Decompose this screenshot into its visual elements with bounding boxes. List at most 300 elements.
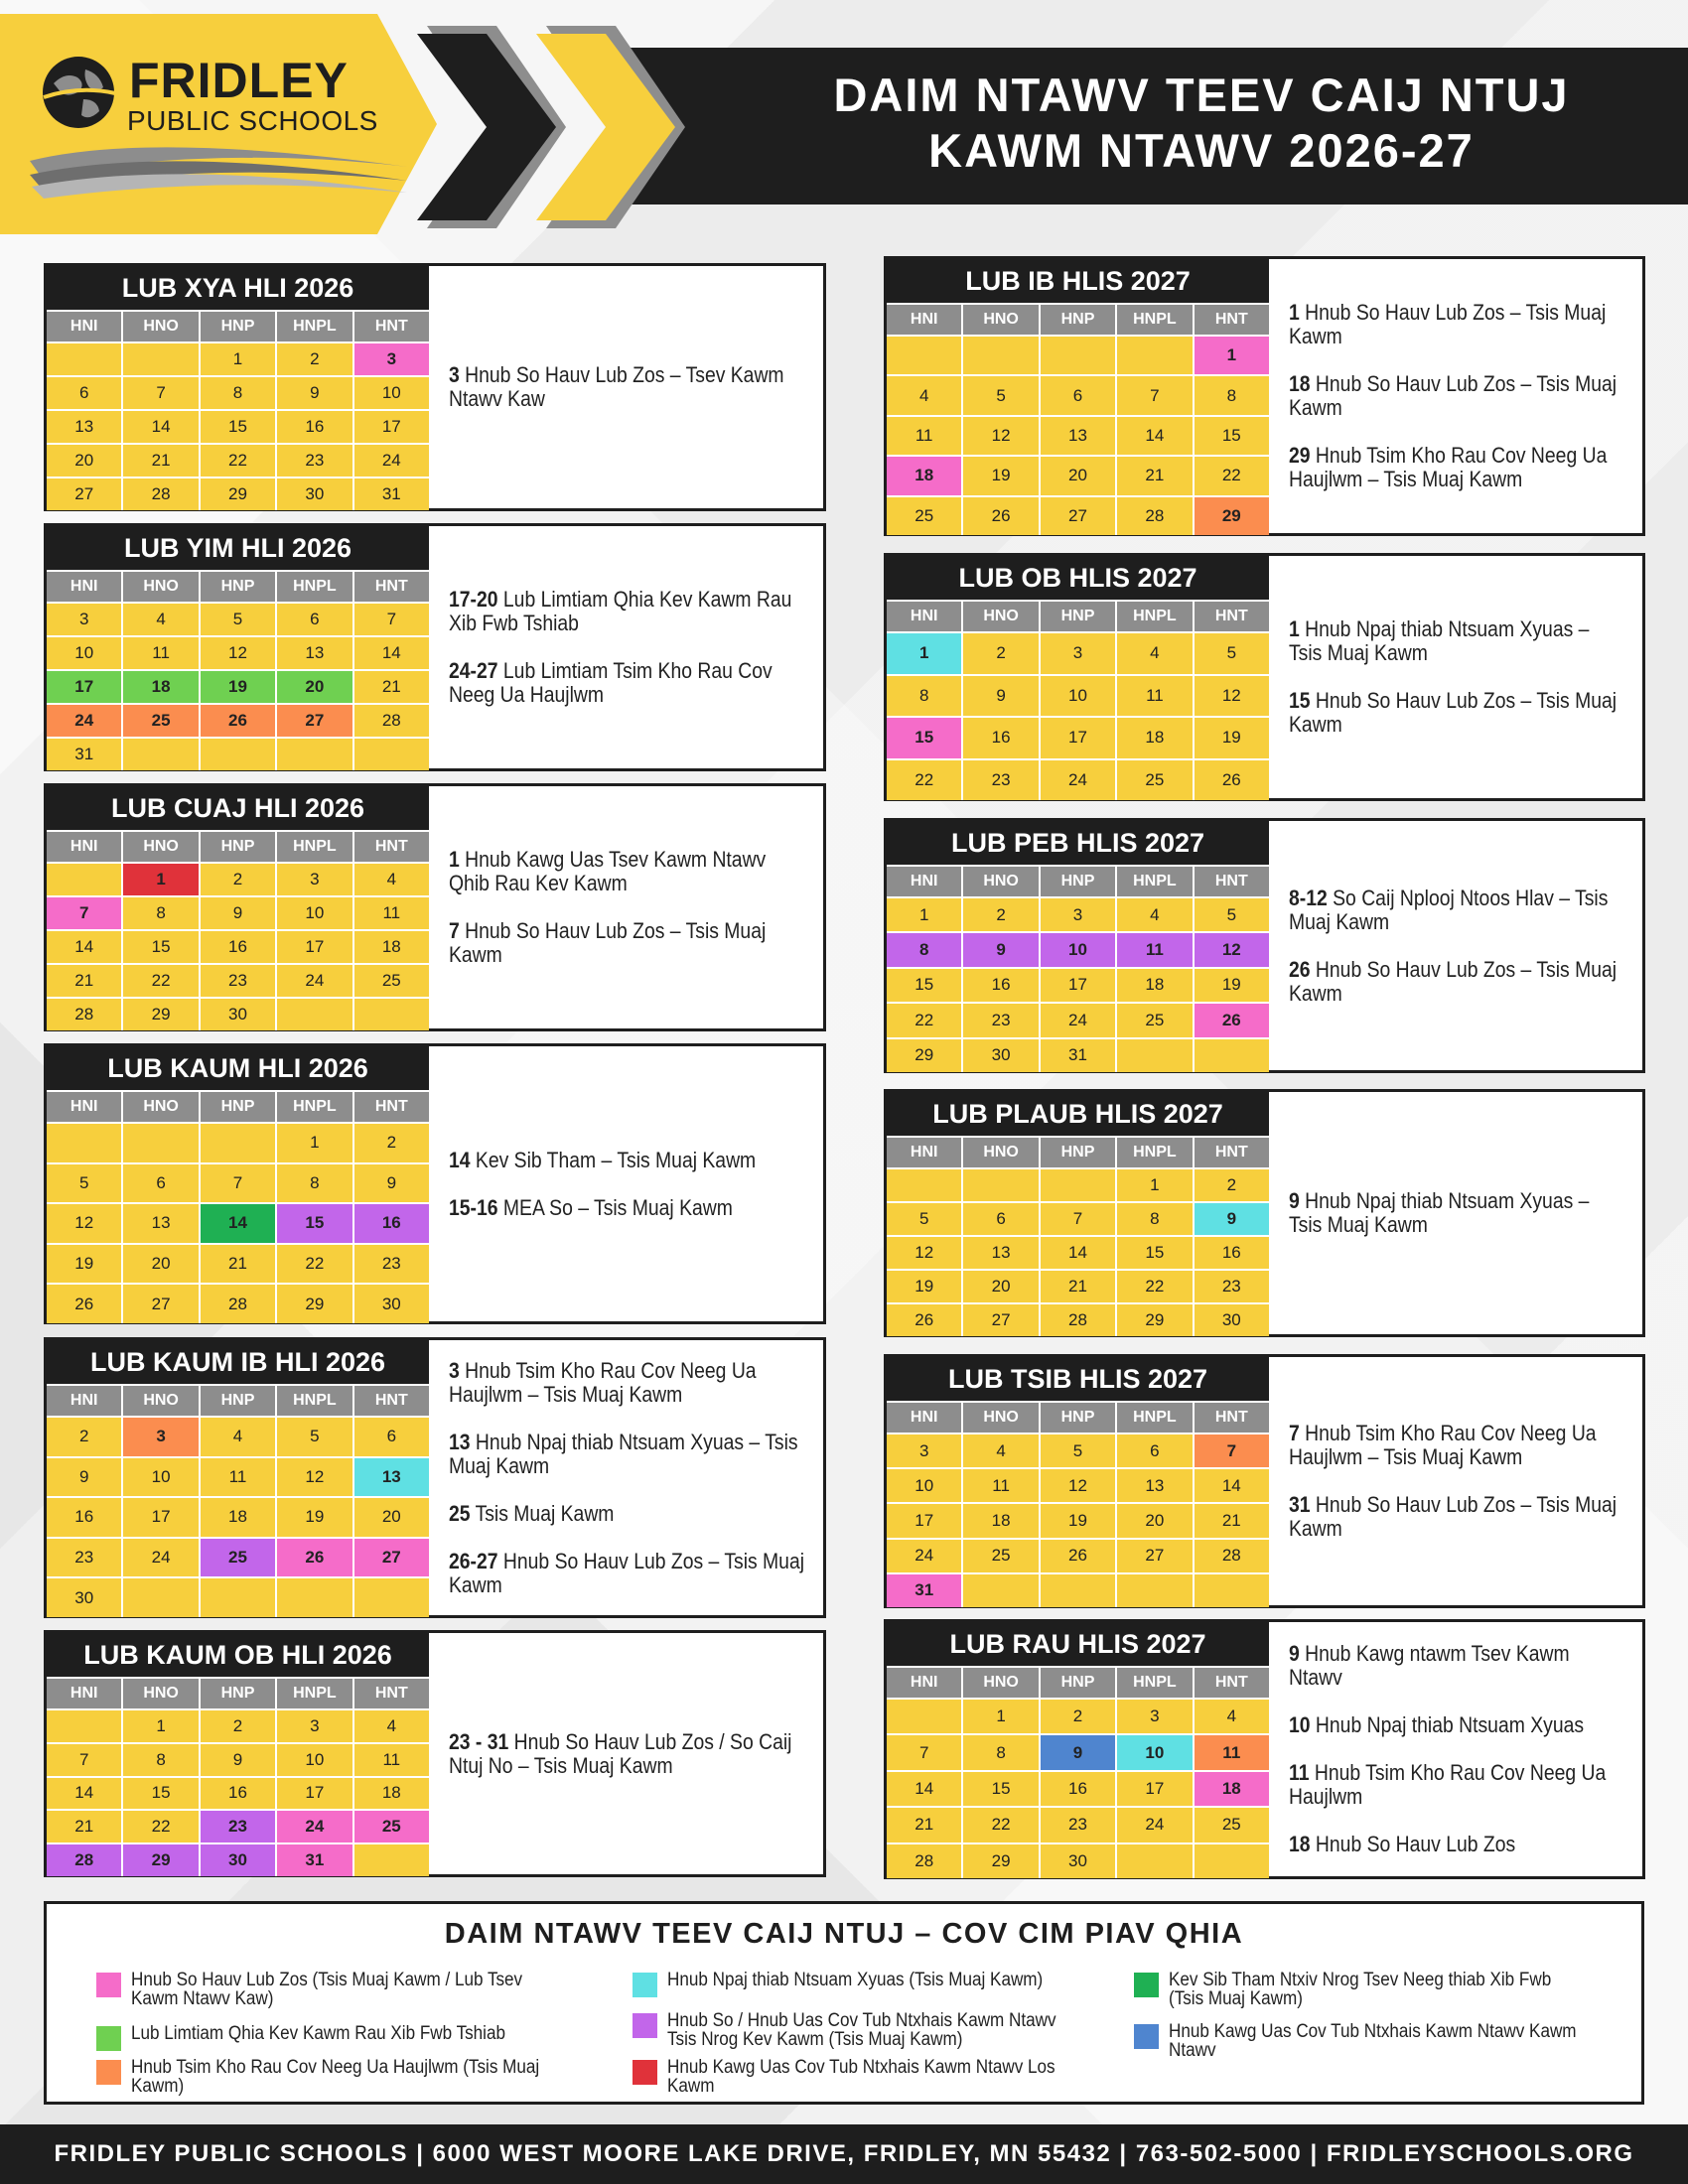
day-cell: 3 bbox=[1041, 633, 1115, 674]
day-cell: 15 bbox=[123, 1778, 198, 1810]
day-cell: 18 bbox=[201, 1498, 275, 1537]
event-description: Hnub So Hauv Lub Zos – Tsis Muaj Kawm bbox=[1289, 688, 1618, 737]
day-cell: 1 bbox=[201, 343, 275, 375]
day-cell: 25 bbox=[1117, 760, 1192, 801]
legend-swatch bbox=[96, 2026, 121, 2051]
day-cell: 13 bbox=[963, 1237, 1038, 1269]
day-cell: 25 bbox=[1195, 1808, 1269, 1842]
month-calendar bbox=[887, 1622, 1269, 1876]
weekday-header: HNI bbox=[47, 832, 121, 862]
empty-day-cell bbox=[123, 1124, 198, 1162]
weekday-header: HNPL bbox=[1117, 305, 1192, 335]
day-cell: 18 bbox=[1117, 969, 1192, 1002]
empty-day-cell bbox=[123, 739, 198, 770]
event-description: Hnub So Hauv Lub Zos – Tsis Muaj Kawm bbox=[1289, 956, 1618, 1006]
weekday-header: HNPL bbox=[1117, 1403, 1192, 1433]
weekday-header: HNT bbox=[1195, 1403, 1269, 1433]
weekday-header: HNO bbox=[963, 305, 1038, 335]
month-day-grid bbox=[887, 865, 1269, 1072]
month-calendar bbox=[47, 1633, 429, 1874]
day-cell: 11 bbox=[1117, 933, 1192, 966]
legend-swatch bbox=[96, 2060, 121, 2085]
day-cell: 17 bbox=[1117, 1772, 1192, 1806]
day-cell: 11 bbox=[123, 637, 198, 669]
day-cell: 15 bbox=[887, 969, 961, 1002]
weekday-header: HNPL bbox=[277, 312, 352, 341]
weekday-header: HNO bbox=[123, 1679, 198, 1708]
month-notes bbox=[449, 1046, 807, 1321]
day-cell: 12 bbox=[1195, 933, 1269, 966]
weekday-header: HNT bbox=[1195, 602, 1269, 631]
weekday-header: HNO bbox=[963, 867, 1038, 896]
month-calendar bbox=[887, 259, 1269, 533]
day-cell: 24 bbox=[123, 1539, 198, 1577]
day-cell: 30 bbox=[1041, 1844, 1115, 1878]
day-cell: 30 bbox=[47, 1578, 121, 1617]
month-day-grid bbox=[47, 1384, 429, 1617]
day-cell: 4 bbox=[354, 1710, 429, 1742]
day-cell: 28 bbox=[47, 999, 121, 1030]
weekday-header: HNPL bbox=[277, 1386, 352, 1416]
day-cell: 29 bbox=[887, 1039, 961, 1072]
event-description: Hnub Tsim Kho Rau Cov Neeg Ua Haujlwm – Tsis Muaj Kawm bbox=[1289, 1421, 1597, 1469]
day-cell: 8 bbox=[887, 933, 961, 966]
day-cell: 9 bbox=[1041, 1735, 1115, 1769]
logo-subtitle: PUBLIC SCHOOLS bbox=[127, 105, 378, 136]
month-notes bbox=[449, 1340, 807, 1615]
day-cell: 18 bbox=[354, 1778, 429, 1810]
day-cell: 12 bbox=[963, 417, 1038, 455]
weekday-header: HNP bbox=[1041, 1668, 1115, 1698]
day-cell: 30 bbox=[963, 1039, 1038, 1072]
day-cell: 10 bbox=[1117, 1735, 1192, 1769]
day-cell: 10 bbox=[47, 637, 121, 669]
day-cell: 16 bbox=[47, 1498, 121, 1537]
weekday-header: HNO bbox=[963, 1668, 1038, 1698]
month-calendar bbox=[887, 556, 1269, 798]
event-date: 24-27 bbox=[449, 658, 498, 683]
day-cell: 10 bbox=[277, 897, 352, 929]
empty-day-cell bbox=[354, 999, 429, 1030]
event-description: Hnub Tsim Kho Rau Cov Neeg Ua Haujlwm bbox=[1289, 1760, 1607, 1809]
event-note bbox=[1289, 689, 1624, 737]
month-title: LUB XYA HLI 2026 bbox=[47, 266, 429, 310]
day-cell: 11 bbox=[963, 1469, 1038, 1502]
day-cell: 1 bbox=[1117, 1169, 1192, 1201]
day-cell: 14 bbox=[1195, 1469, 1269, 1502]
day-cell: 24 bbox=[277, 965, 352, 997]
day-cell: 3 bbox=[277, 1710, 352, 1742]
event-note bbox=[1289, 1493, 1624, 1541]
day-cell: 22 bbox=[277, 1245, 352, 1284]
month-notes bbox=[1289, 259, 1626, 533]
empty-day-cell bbox=[1117, 337, 1192, 374]
legend-label: Hnub Tsim Kho Rau Cov Neeg Ua Haujlwm (Tsis Muaj Kawm) bbox=[131, 2057, 540, 2097]
empty-day-cell bbox=[887, 337, 961, 374]
legend-item bbox=[96, 1971, 613, 2008]
empty-day-cell bbox=[963, 1574, 1038, 1607]
day-cell: 7 bbox=[1195, 1434, 1269, 1467]
month-block bbox=[884, 818, 1645, 1073]
day-cell: 10 bbox=[887, 1469, 961, 1502]
legend-item bbox=[96, 2058, 613, 2096]
legend-item bbox=[1134, 2022, 1630, 2060]
weekday-header: HNP bbox=[1041, 1138, 1115, 1167]
weekday-header: HNPL bbox=[1117, 602, 1192, 631]
day-cell: 14 bbox=[201, 1204, 275, 1243]
legend-label: Hnub So Hauv Lub Zos (Tsis Muaj Kawm / Lub Tsev Kawm Ntawv Kaw) bbox=[131, 1970, 523, 2009]
day-cell: 7 bbox=[887, 1735, 961, 1769]
day-cell: 10 bbox=[123, 1458, 198, 1497]
event-description: Hnub So Hauv Lub Zos / So Caij Ntuj No – Tsis Muaj Kawm bbox=[449, 1728, 792, 1778]
event-date: 15 bbox=[1289, 688, 1311, 713]
day-cell: 25 bbox=[887, 497, 961, 535]
day-cell: 9 bbox=[1195, 1203, 1269, 1235]
day-cell: 21 bbox=[123, 445, 198, 477]
day-cell: 23 bbox=[47, 1539, 121, 1577]
day-cell: 5 bbox=[47, 1164, 121, 1203]
month-title: LUB KAUM OB HLI 2026 bbox=[47, 1633, 429, 1677]
event-description: Hnub Kawg ntawm Tsev Kawm Ntawv bbox=[1289, 1641, 1570, 1690]
day-cell: 9 bbox=[963, 676, 1038, 717]
legend-label: Hnub Kawg Uas Cov Tub Ntxhais Kawm Ntawv Los Kawm bbox=[667, 2057, 1055, 2097]
day-cell: 1 bbox=[887, 633, 961, 674]
day-cell: 2 bbox=[963, 633, 1038, 674]
fridley-logo bbox=[40, 52, 417, 201]
event-note bbox=[1289, 301, 1624, 348]
event-note bbox=[1289, 444, 1624, 491]
day-cell: 23 bbox=[963, 760, 1038, 801]
weekday-header: HNP bbox=[201, 572, 275, 602]
day-cell: 21 bbox=[887, 1808, 961, 1842]
day-cell: 21 bbox=[1117, 457, 1192, 494]
empty-day-cell bbox=[887, 1169, 961, 1201]
event-date: 7 bbox=[1289, 1421, 1300, 1445]
weekday-header: HNI bbox=[47, 1092, 121, 1122]
weekday-header: HNI bbox=[47, 1679, 121, 1708]
day-cell: 23 bbox=[963, 1004, 1038, 1036]
event-description: Hnub So Hauv Lub Zos – Tsis Muaj Kawm bbox=[449, 918, 767, 967]
day-cell: 22 bbox=[123, 1811, 198, 1843]
event-date: 14 bbox=[449, 1147, 471, 1172]
event-description: Lub Limtiam Tsim Kho Rau Cov Neeg Ua Haujlwm bbox=[449, 658, 773, 707]
weekday-header: HNT bbox=[1195, 1668, 1269, 1698]
day-cell: 13 bbox=[123, 1204, 198, 1243]
month-title: LUB IB HLIS 2027 bbox=[887, 259, 1269, 303]
day-cell: 17 bbox=[47, 671, 121, 703]
event-date: 31 bbox=[1289, 1492, 1311, 1517]
day-cell: 7 bbox=[1041, 1203, 1115, 1235]
empty-day-cell bbox=[277, 999, 352, 1030]
day-cell: 29 bbox=[201, 478, 275, 510]
event-date: 8-12 bbox=[1289, 885, 1328, 910]
day-cell: 2 bbox=[1195, 1169, 1269, 1201]
empty-day-cell bbox=[123, 343, 198, 375]
weekday-header: HNT bbox=[1195, 1138, 1269, 1167]
day-cell: 24 bbox=[1117, 1808, 1192, 1842]
month-block bbox=[884, 1619, 1645, 1879]
weekday-header: HNI bbox=[887, 1403, 961, 1433]
day-cell: 1 bbox=[1195, 337, 1269, 374]
event-date: 15-16 bbox=[449, 1194, 498, 1220]
event-description: Hnub Npaj thiab Ntsuam Xyuas – Tsis Muaj Kawm bbox=[1289, 1188, 1590, 1237]
legend-item bbox=[1134, 1971, 1630, 2008]
weekday-header: HNI bbox=[47, 312, 121, 341]
day-cell: 30 bbox=[277, 478, 352, 510]
day-cell: 31 bbox=[47, 739, 121, 770]
month-calendar bbox=[887, 1092, 1269, 1334]
day-cell: 8 bbox=[201, 377, 275, 409]
day-cell: 21 bbox=[201, 1245, 275, 1284]
day-cell: 25 bbox=[123, 705, 198, 737]
weekday-header: HNPL bbox=[1117, 867, 1192, 896]
weekday-header: HNT bbox=[1195, 305, 1269, 335]
day-cell: 5 bbox=[1195, 633, 1269, 674]
day-cell: 6 bbox=[963, 1203, 1038, 1235]
event-date: 26-27 bbox=[449, 1548, 498, 1573]
event-description: Tsis Muaj Kawm bbox=[470, 1500, 615, 1526]
event-date: 18 bbox=[1289, 1832, 1311, 1856]
empty-day-cell bbox=[47, 1124, 121, 1162]
day-cell: 23 bbox=[201, 1811, 275, 1843]
day-cell: 13 bbox=[277, 637, 352, 669]
event-note bbox=[449, 1730, 805, 1778]
day-cell: 1 bbox=[963, 1700, 1038, 1733]
day-cell: 31 bbox=[277, 1844, 352, 1876]
empty-day-cell bbox=[47, 864, 121, 895]
day-cell: 12 bbox=[1041, 1469, 1115, 1502]
weekday-header: HNPL bbox=[277, 1679, 352, 1708]
legend-label: Lub Limtiam Qhia Kev Kawm Rau Xib Fwb Tshiab bbox=[131, 2023, 506, 2044]
event-description: So Caij Nplooj Ntoos Hlav – Tsis Muaj Kawm bbox=[1289, 885, 1609, 934]
day-cell: 17 bbox=[277, 931, 352, 963]
event-date: 7 bbox=[449, 918, 460, 943]
day-cell: 16 bbox=[354, 1204, 429, 1243]
page-title-line-2: KAWM NTAWV 2026-27 bbox=[928, 124, 1475, 177]
day-cell: 17 bbox=[1041, 969, 1115, 1002]
day-cell: 4 bbox=[963, 1434, 1038, 1467]
day-cell: 4 bbox=[123, 604, 198, 635]
empty-day-cell bbox=[354, 1578, 429, 1617]
legend-item bbox=[633, 2058, 1129, 2096]
day-cell: 5 bbox=[277, 1418, 352, 1456]
event-date: 13 bbox=[449, 1429, 471, 1454]
day-cell: 26 bbox=[963, 497, 1038, 535]
legend-swatch bbox=[633, 2013, 657, 2038]
event-date: 18 bbox=[1289, 371, 1311, 396]
day-cell: 18 bbox=[1195, 1772, 1269, 1806]
empty-day-cell bbox=[1117, 1844, 1192, 1878]
day-cell: 9 bbox=[201, 897, 275, 929]
day-cell: 9 bbox=[354, 1164, 429, 1203]
day-cell: 3 bbox=[47, 604, 121, 635]
day-cell: 2 bbox=[354, 1124, 429, 1162]
event-description: Hnub Npaj thiab Ntsuam Xyuas bbox=[1310, 1712, 1585, 1737]
day-cell: 27 bbox=[963, 1304, 1038, 1336]
event-description: Hnub So Hauv Lub Zos – Tsis Muaj Kawm bbox=[1289, 300, 1607, 348]
weekday-header: HNO bbox=[123, 572, 198, 602]
day-cell: 22 bbox=[887, 1004, 961, 1036]
event-date: 10 bbox=[1289, 1712, 1311, 1737]
day-cell: 4 bbox=[201, 1418, 275, 1456]
day-cell: 11 bbox=[201, 1458, 275, 1497]
month-block bbox=[884, 553, 1645, 801]
weekday-header: HNT bbox=[354, 312, 429, 341]
weekday-header: HNP bbox=[1041, 867, 1115, 896]
day-cell: 26 bbox=[1041, 1540, 1115, 1572]
day-cell: 19 bbox=[963, 457, 1038, 494]
month-calendar bbox=[47, 266, 429, 508]
day-cell: 29 bbox=[277, 1285, 352, 1323]
day-cell: 4 bbox=[354, 864, 429, 895]
chevron-right-graphic bbox=[536, 26, 695, 228]
event-note bbox=[1289, 1189, 1624, 1237]
day-cell: 9 bbox=[201, 1744, 275, 1776]
empty-day-cell bbox=[123, 1578, 198, 1617]
day-cell: 1 bbox=[277, 1124, 352, 1162]
day-cell: 27 bbox=[1117, 1540, 1192, 1572]
month-notes bbox=[1289, 556, 1626, 798]
event-note bbox=[1289, 1422, 1624, 1469]
event-note bbox=[449, 919, 805, 967]
event-date: 17-20 bbox=[449, 587, 498, 612]
day-cell: 26 bbox=[201, 705, 275, 737]
day-cell: 16 bbox=[963, 718, 1038, 758]
empty-day-cell bbox=[1041, 337, 1115, 374]
day-cell: 25 bbox=[201, 1539, 275, 1577]
weekday-header: HNI bbox=[887, 602, 961, 631]
day-cell: 5 bbox=[201, 604, 275, 635]
day-cell: 27 bbox=[123, 1285, 198, 1323]
day-cell: 26 bbox=[277, 1539, 352, 1577]
empty-day-cell bbox=[277, 1578, 352, 1617]
day-cell: 8 bbox=[1195, 376, 1269, 414]
month-title: LUB KAUM HLI 2026 bbox=[47, 1046, 429, 1090]
day-cell: 14 bbox=[123, 411, 198, 443]
day-cell: 16 bbox=[201, 1778, 275, 1810]
legend-label: Hnub Npaj thiab Ntsuam Xyuas (Tsis Muaj Kawm) bbox=[667, 1970, 1044, 1990]
month-calendar bbox=[47, 1046, 429, 1321]
day-cell: 29 bbox=[1195, 497, 1269, 535]
weekday-header: HNI bbox=[47, 1386, 121, 1416]
day-cell: 3 bbox=[354, 343, 429, 375]
logo-name: FRIDLEY bbox=[129, 53, 349, 108]
weekday-header: HNI bbox=[47, 572, 121, 602]
day-cell: 17 bbox=[123, 1498, 198, 1537]
day-cell: 29 bbox=[963, 1844, 1038, 1878]
month-day-grid bbox=[47, 830, 429, 1030]
event-note bbox=[449, 659, 805, 707]
month-calendar bbox=[887, 821, 1269, 1070]
month-notes bbox=[449, 266, 807, 508]
day-cell: 7 bbox=[1117, 376, 1192, 414]
day-cell: 14 bbox=[47, 931, 121, 963]
event-date: 26 bbox=[1289, 956, 1311, 982]
day-cell: 3 bbox=[1041, 898, 1115, 931]
event-note bbox=[449, 1431, 805, 1478]
day-cell: 4 bbox=[887, 376, 961, 414]
day-cell: 13 bbox=[1041, 417, 1115, 455]
day-cell: 11 bbox=[887, 417, 961, 455]
day-cell: 28 bbox=[123, 478, 198, 510]
day-cell: 17 bbox=[887, 1504, 961, 1537]
day-cell: 13 bbox=[354, 1458, 429, 1497]
day-cell: 1 bbox=[123, 864, 198, 895]
event-description: Hnub So Hauv Lub Zos – Tsis Muaj Kawm bbox=[449, 1548, 805, 1597]
globe-icon bbox=[40, 54, 117, 131]
empty-day-cell bbox=[277, 739, 352, 770]
weekday-header: HNP bbox=[201, 1679, 275, 1708]
day-cell: 11 bbox=[354, 1744, 429, 1776]
legend-swatch bbox=[1134, 2024, 1159, 2049]
event-note bbox=[449, 1502, 805, 1526]
event-date: 29 bbox=[1289, 443, 1311, 468]
day-cell: 15 bbox=[1195, 417, 1269, 455]
day-cell: 7 bbox=[201, 1164, 275, 1203]
day-cell: 28 bbox=[887, 1844, 961, 1878]
month-day-grid bbox=[887, 303, 1269, 535]
empty-day-cell bbox=[47, 343, 121, 375]
day-cell: 22 bbox=[123, 965, 198, 997]
weekday-header: HNP bbox=[201, 832, 275, 862]
day-cell: 30 bbox=[1195, 1304, 1269, 1336]
month-title: LUB TSIB HLIS 2027 bbox=[887, 1357, 1269, 1401]
event-note bbox=[449, 1359, 805, 1407]
day-cell: 22 bbox=[963, 1808, 1038, 1842]
month-title: LUB OB HLIS 2027 bbox=[887, 556, 1269, 600]
empty-day-cell bbox=[1195, 1844, 1269, 1878]
empty-day-cell bbox=[1117, 1574, 1192, 1607]
event-description: Lub Limtiam Qhia Kev Kawm Rau Xib Fwb Tshiab bbox=[449, 587, 792, 635]
empty-day-cell bbox=[201, 739, 275, 770]
event-note bbox=[449, 1196, 805, 1220]
event-description: Hnub Npaj thiab Ntsuam Xyuas – Tsis Muaj Kawm bbox=[449, 1429, 798, 1478]
day-cell: 14 bbox=[1117, 417, 1192, 455]
day-cell: 27 bbox=[277, 705, 352, 737]
day-cell: 15 bbox=[123, 931, 198, 963]
day-cell: 25 bbox=[354, 965, 429, 997]
day-cell: 5 bbox=[963, 376, 1038, 414]
month-notes bbox=[1289, 1622, 1626, 1876]
event-description: Hnub So Hauv Lub Zos – Tsev Kawm Ntawv Kaw bbox=[449, 362, 784, 411]
weekday-header: HNP bbox=[201, 312, 275, 341]
day-cell: 27 bbox=[354, 1539, 429, 1577]
weekday-header: HNPL bbox=[277, 572, 352, 602]
day-cell: 15 bbox=[963, 1772, 1038, 1806]
day-cell: 29 bbox=[123, 1844, 198, 1876]
event-note bbox=[449, 588, 805, 635]
month-title: LUB RAU HLIS 2027 bbox=[887, 1622, 1269, 1666]
day-cell: 19 bbox=[201, 671, 275, 703]
month-calendar bbox=[887, 1357, 1269, 1605]
day-cell: 29 bbox=[123, 999, 198, 1030]
day-cell: 25 bbox=[354, 1811, 429, 1843]
day-cell: 24 bbox=[1041, 1004, 1115, 1036]
day-cell: 20 bbox=[963, 1271, 1038, 1302]
empty-day-cell bbox=[47, 1710, 121, 1742]
day-cell: 12 bbox=[277, 1458, 352, 1497]
day-cell: 20 bbox=[123, 1245, 198, 1284]
day-cell: 16 bbox=[201, 931, 275, 963]
day-cell: 9 bbox=[277, 377, 352, 409]
day-cell: 28 bbox=[1117, 497, 1192, 535]
day-cell: 26 bbox=[1195, 1004, 1269, 1036]
month-title: LUB PEB HLIS 2027 bbox=[887, 821, 1269, 865]
day-cell: 28 bbox=[47, 1844, 121, 1876]
day-cell: 31 bbox=[1041, 1039, 1115, 1072]
month-notes bbox=[1289, 1357, 1626, 1605]
day-cell: 12 bbox=[47, 1204, 121, 1243]
